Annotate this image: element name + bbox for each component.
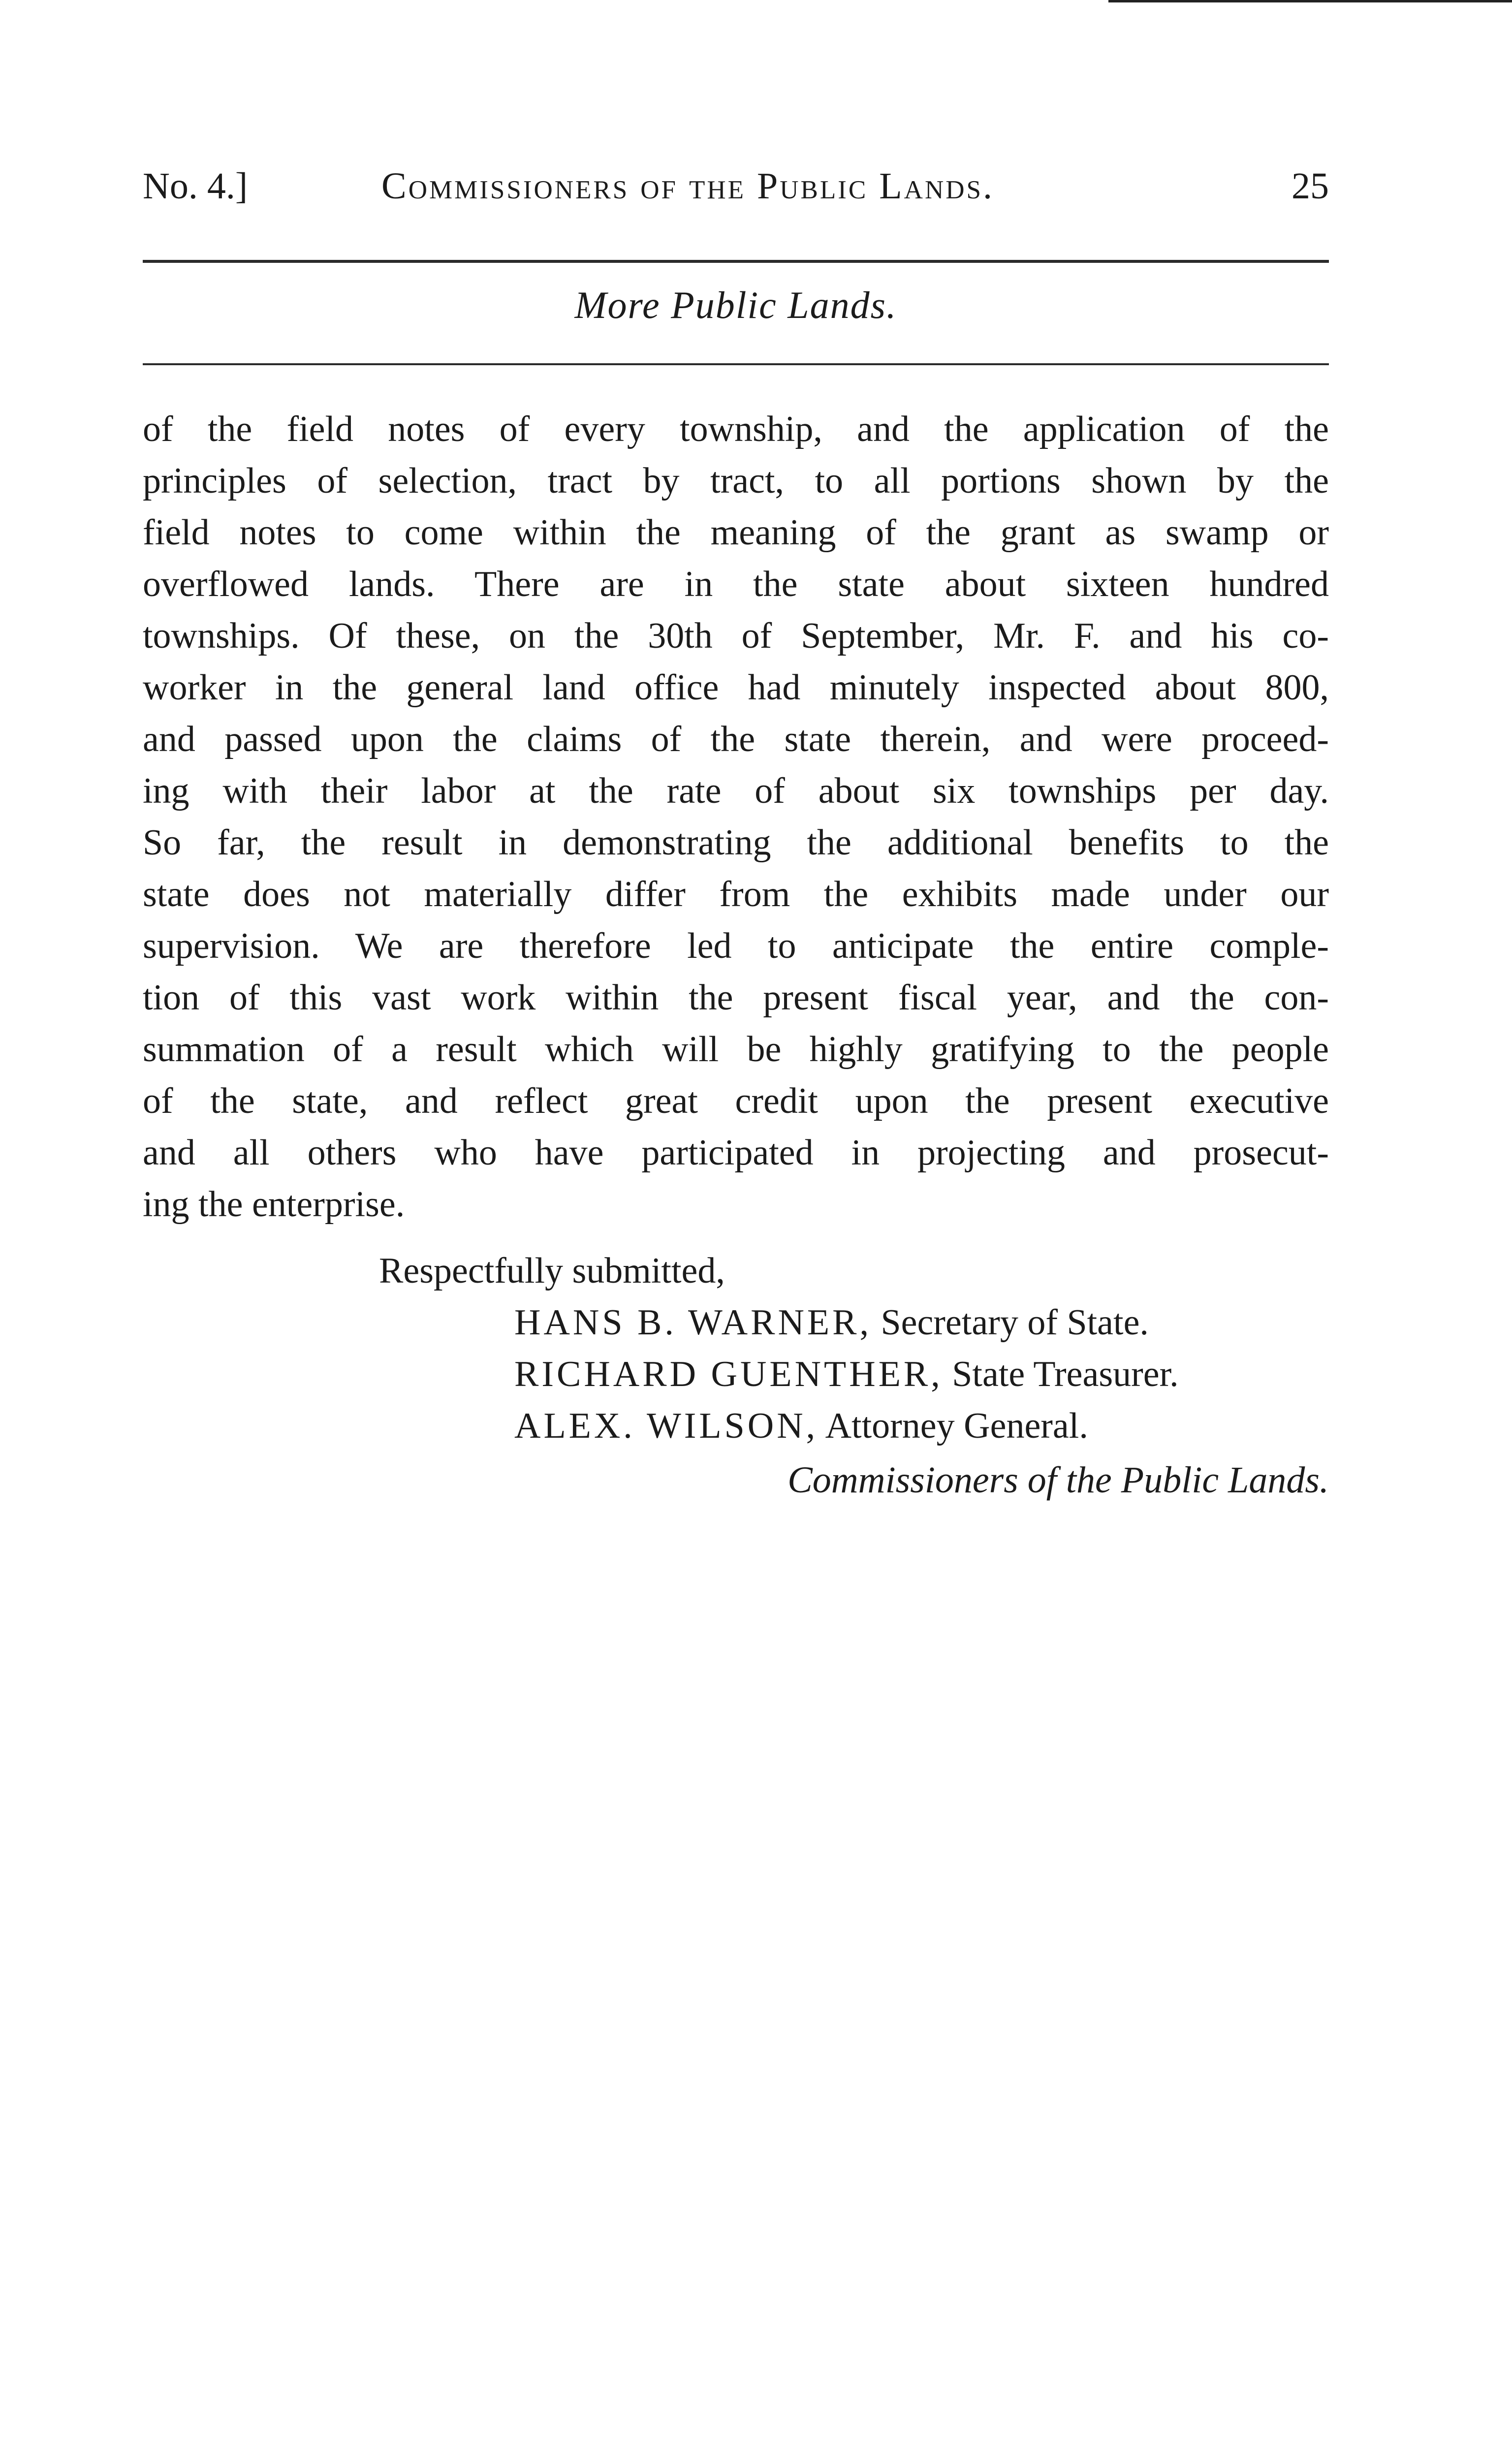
scan-edge-line [1108, 0, 1512, 2]
signatory-title: Attorney General. [825, 1406, 1088, 1446]
body-line: overflowed lands. There are in the state about sixteen hundred [143, 564, 1329, 604]
body-paragraph [143, 404, 1329, 1230]
body-line: summation of a result which will be highly gratifying to the people [143, 1029, 1329, 1070]
signatory-title: State Treasurer. [952, 1354, 1179, 1394]
signature-block [514, 1297, 1179, 1452]
body-line: of the field notes of every township, and the application of the [143, 409, 1329, 449]
signatory-name: RICHARD GUENTHER, [514, 1354, 943, 1394]
body-line: field notes to come within the meaning of the grant as swamp or [143, 512, 1329, 553]
signatory-title: Secretary of State. [881, 1302, 1149, 1343]
header-rule-bottom [143, 363, 1329, 365]
body-line: ing with their labor at the rate of about six townships per day. [143, 771, 1329, 811]
body-line: and passed upon the claims of the state therein, and were proceed- [143, 719, 1329, 759]
document-number: No. 4.] [143, 165, 248, 207]
signatory-name: ALEX. WILSON, [514, 1406, 819, 1446]
body-line: and all others who have participated in projecting and prosecut- [143, 1133, 1329, 1173]
body-line: worker in the general land office had minutely inspected about 800, [143, 667, 1329, 708]
running-header [143, 165, 1329, 214]
body-line: supervision. We are therefore led to anticipate the entire comple- [143, 926, 1329, 966]
body-line: state does not materially differ from the exhibits made under our [143, 874, 1329, 915]
closing-phrase: Respectfully submitted, [379, 1251, 725, 1291]
body-line: tion of this vast work within the present fiscal year, and the con- [143, 978, 1329, 1018]
signature-line [514, 1297, 1179, 1349]
running-title: Commissioners of the Public Lands. [381, 165, 994, 207]
page-number: 25 [1292, 165, 1329, 207]
commissioners-caption: Commissioners of the Public Lands. [788, 1459, 1329, 1501]
header-rule-top [143, 260, 1329, 263]
body-line: ing the enterprise. [143, 1184, 405, 1225]
signatory-name: HANS B. WARNER, [514, 1302, 872, 1343]
signature-line [514, 1349, 1179, 1400]
body-line: of the state, and reflect great credit upon the present executive [143, 1081, 1329, 1121]
body-line: townships. Of these, on the 30th of September, Mr. F. and his co- [143, 616, 1329, 656]
body-line: principles of selection, tract by tract, to all portions shown by the [143, 461, 1329, 501]
signature-line [514, 1400, 1179, 1452]
section-title: More Public Lands. [574, 284, 897, 326]
body-line: So far, the result in demonstrating the additional benefits to the [143, 822, 1329, 863]
